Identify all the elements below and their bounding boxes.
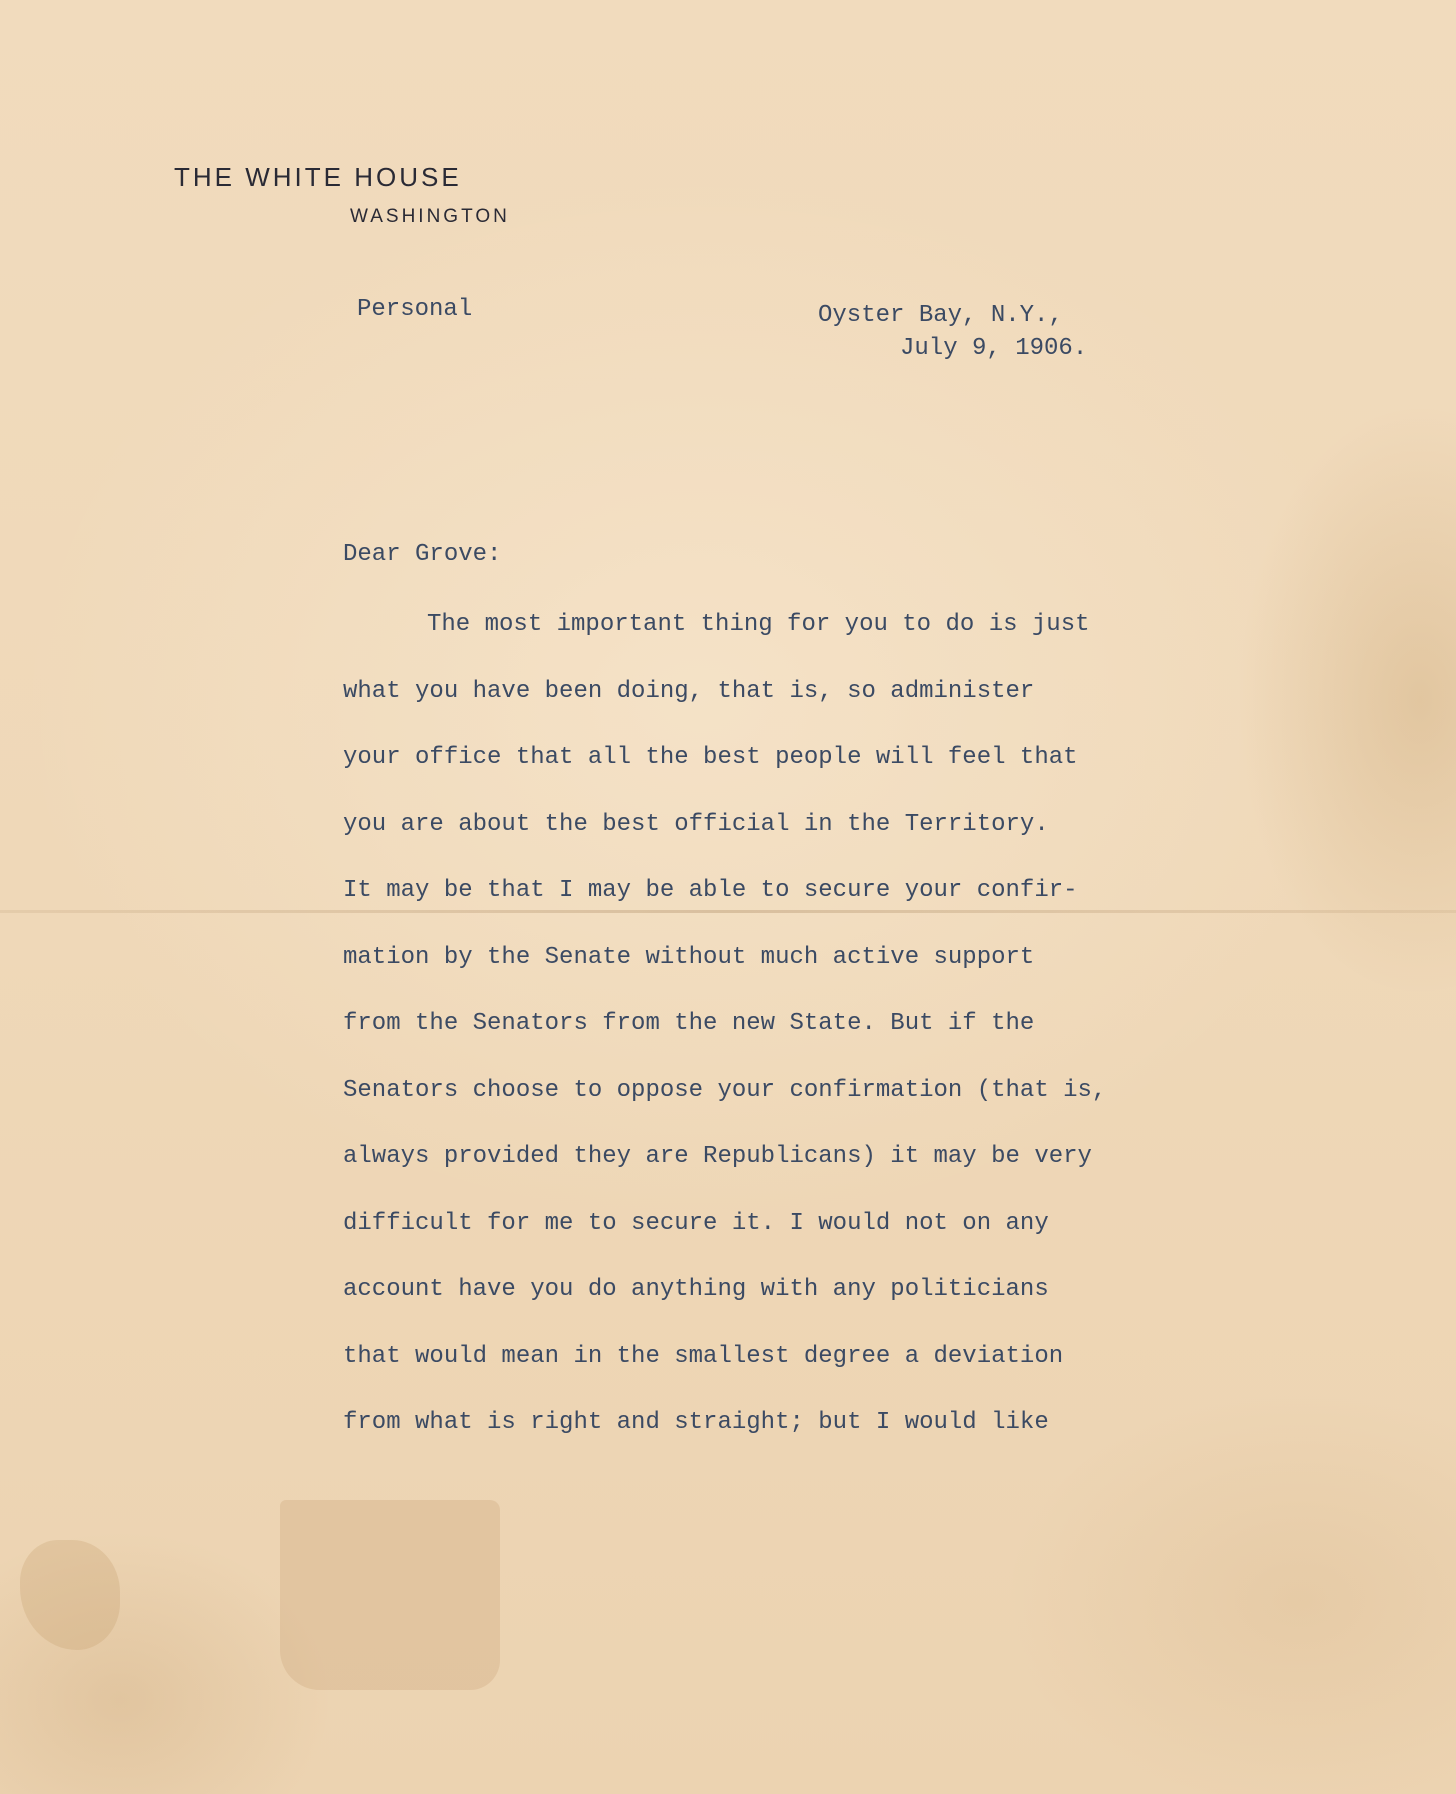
body-line: from what is right and straight; but I would like: [343, 1409, 1049, 1436]
body-line: that would mean in the smallest degree a deviation: [343, 1342, 1064, 1370]
body-line: your office that all the best people will feel that: [343, 744, 1078, 771]
paper-stain: [280, 1500, 500, 1690]
body-line: you are about the best official in the Territory.: [343, 810, 1049, 838]
place-line: Oyster Bay, N.Y.,: [818, 302, 1063, 329]
body-line: It may be that I may be able to secure your confir-: [343, 877, 1078, 904]
body-line: from the Senators from the new State. But if the: [343, 1010, 1035, 1037]
body-line: mation by the Senate without much active support: [343, 943, 1035, 971]
personal-marking: Personal: [357, 296, 473, 323]
salutation: Dear Grove:: [343, 541, 502, 568]
body-line: The most important thing for you to do is just: [427, 611, 1090, 638]
letterhead-title: THE WHITE HOUSE: [174, 162, 462, 192]
paper-stain: [20, 1540, 120, 1650]
date-line: July 9, 1906.: [900, 335, 1088, 362]
body-line: difficult for me to secure it. I would not on any: [343, 1209, 1049, 1237]
place-and-date: [818, 302, 1087, 362]
body-line: what you have been doing, that is, so administer: [343, 677, 1035, 705]
letter-body: [343, 608, 1223, 1473]
body-line: always provided they are Republicans) it may be very: [343, 1143, 1092, 1170]
body-line: account have you do anything with any politicians: [343, 1276, 1049, 1303]
letterhead-subtitle: WASHINGTON: [350, 206, 510, 227]
body-line: Senators choose to oppose your confirmation (that is,: [343, 1076, 1107, 1104]
